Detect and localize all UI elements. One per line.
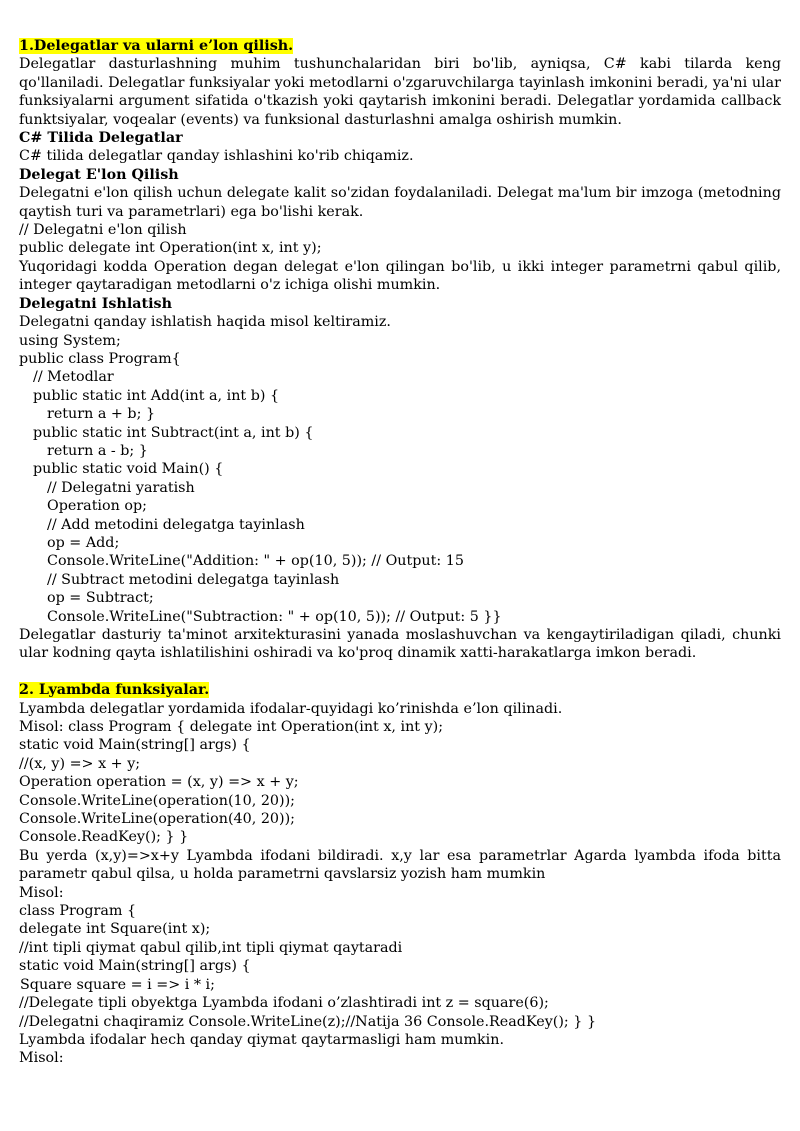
code-line: Operation operation = (x, y) => x + y; xyxy=(19,774,299,791)
code-line: Square square = i => i * i; xyxy=(20,976,215,993)
section2-explanation-paragraph: Bu yerda (x,y)=>x+y Lyambda ifodani bildiradi. x,y lar esa parametrlar Agarda lyambda ifoda bitta parametr qabul qilsa, u holda parametrni qavslarsiz yozish ham mumkin xyxy=(19,847,781,883)
code-line: Console.ReadKey(); } } xyxy=(19,829,189,846)
paragraph-using-delegate: Delegatni qanday ishlatish haqida misol keltiramiz. xyxy=(19,314,391,331)
paragraph-after-declaration: Yuqoridagi kodda Operation degan delegat e'lon qilingan bo'lib, u ikki integer parametrni qabul qilib, integer qaytaradigan metodlarni o'z ichiga olishi mumkin. xyxy=(19,258,781,294)
paragraph-delegate-declaration: Delegatni e'lon qilish uchun delegate kalit so'zidan foydalaniladi. Delegat ma'lum bir imzoga (metodning qaytish turi va parametrlari) ega bo'lishi kerak. xyxy=(19,185,781,220)
code-line: public static void Main() { xyxy=(33,461,224,478)
code-line: op = Subtract; xyxy=(47,590,154,607)
subheading-delegate-declaration: Delegat E'lon Qilish xyxy=(19,166,179,183)
code-line: // Subtract metodini delegatga tayinlash xyxy=(47,571,340,588)
code-line: Misol: xyxy=(19,884,64,901)
code-line: delegate int Square(int x); xyxy=(19,921,211,938)
code-line: Misol: class Program { delegate int Operation(int x, int y); xyxy=(19,719,444,736)
section2-closing-paragraph: Lyambda ifodalar hech qanday qiymat qaytarmasligi ham mumkin. xyxy=(19,1031,505,1048)
code-line: //(x, y) => x + y; xyxy=(19,755,141,772)
code-line: op = Add; xyxy=(47,534,120,551)
section1-conclusion-paragraph: Delegatlar dasturiy ta'minot arxitekturasini yanada moslashuvchan va kengaytiriladigan qiladi, chunki ular kodning qayta ishlatilishini oshiradi va ko'proq dinamik xatti-harakatlarga imkon beradi. xyxy=(19,627,781,662)
code-line: // Delegatni yaratish xyxy=(47,479,195,496)
code-line: public delegate int Operation(int x, int y); xyxy=(19,240,322,257)
blank-line xyxy=(19,663,781,681)
code-line: static void Main(string[] args) { xyxy=(19,958,251,975)
section1-heading xyxy=(19,37,781,55)
subheading-delegates-in-csharp: C# Tilida Delegatlar xyxy=(19,130,183,147)
code-line: //Delegatni chaqiramiz Console.WriteLine(z);//Natija 36 Console.ReadKey(); } } xyxy=(19,1013,597,1030)
code-line: // Add metodini delegatga tayinlash xyxy=(47,516,305,533)
paragraph-csharp-delegates: C# tilida delegatlar qanday ishlashini ko'rib chiqamiz. xyxy=(19,148,414,165)
code-line: // Delegatni e'lon qilish xyxy=(19,222,187,239)
section2-heading xyxy=(19,681,781,699)
code-line: class Program { xyxy=(19,903,137,920)
code-line: using System; xyxy=(19,332,121,349)
code-line: //int tipli qiymat qabul qilib,int tipli qiymat qaytaradi xyxy=(19,939,403,956)
code-line: // Metodlar xyxy=(33,369,114,386)
code-line: public static int Add(int a, int b) { xyxy=(33,387,280,404)
document-page xyxy=(19,37,781,1068)
code-line: public static int Subtract(int a, int b) { xyxy=(33,424,314,441)
code-line: static void Main(string[] args) { xyxy=(19,737,251,754)
code-line: return a - b; } xyxy=(47,442,148,459)
highlighted-heading: 2. Lyambda funksiyalar. xyxy=(19,682,210,699)
subheading-using-delegate: Delegatni Ishlatish xyxy=(19,295,172,312)
code-line: Console.WriteLine(operation(10, 20)); xyxy=(19,792,295,809)
code-line: Console.WriteLine("Addition: " + op(10, 5)); // Output: 15 xyxy=(47,553,464,570)
code-line: return a + b; } xyxy=(47,406,156,423)
code-line: Operation op; xyxy=(47,498,147,515)
code-line: Console.WriteLine("Subtraction: " + op(10, 5)); // Output: 5 }} xyxy=(47,608,502,625)
highlighted-heading: 1.Delegatlar va ularni e’lon qilish. xyxy=(19,38,294,54)
section2-closing-misol: Misol: xyxy=(19,1050,64,1067)
section1-intro-paragraph: Delegatlar dasturlashning muhim tushunchalaridan biri bo'lib, ayniqsa, C# kabi tilarda keng qo'llaniladi. Delegatlar funksiyalar yoki metodlarni o'zgaruvchilarga tayinlash imkonini beradi, ya'ni ular funksiyalarni argument sifatida o'tkazish yoki qaytarish imkonini beradi. Delegatlar yordamida callback funktsiyalar, voqealar (events) va funksional dasturlashni amalga oshirish mumkin. xyxy=(19,56,781,128)
section2-intro-paragraph: Lyambda delegatlar yordamida ifodalar-quyidagi ko’rinishda e’lon qilinadi. xyxy=(19,700,563,717)
code-line: public class Program{ xyxy=(19,350,181,367)
code-line: Console.WriteLine(operation(40, 20)); xyxy=(19,811,295,828)
code-line: //Delegate tipli obyektga Lyambda ifodani o’zlashtiradi int z = square(6); xyxy=(19,995,549,1012)
